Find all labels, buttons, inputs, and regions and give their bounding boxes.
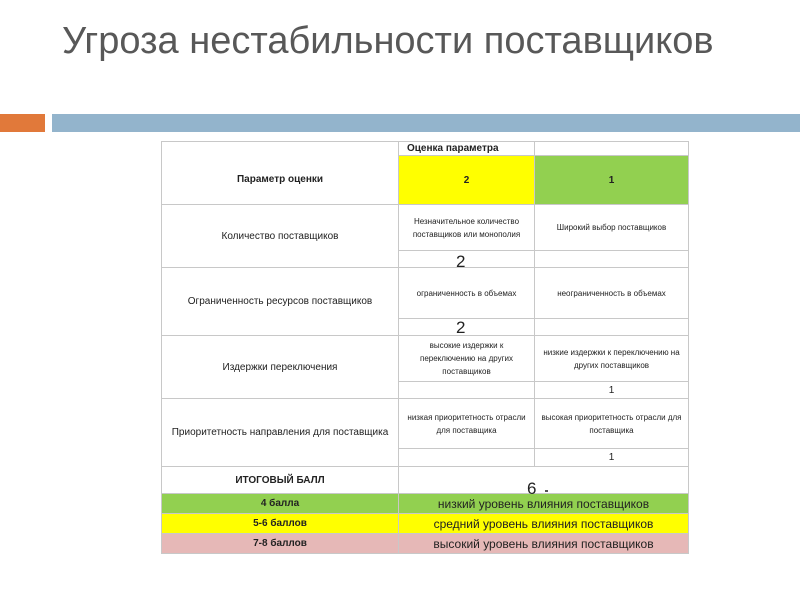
param-switching-costs: Издержки переключения — [162, 336, 399, 399]
rating-header: Оценка параметра — [399, 142, 535, 156]
criterion-1-switching-costs: низкие издержки к переключению на других поставщиков — [535, 336, 689, 382]
score-1-header: 1 — [535, 156, 689, 205]
score-cell-switching-costs-2 — [399, 382, 535, 399]
score-cell-priority-1: 1 — [535, 449, 689, 467]
criterion-2-priority: низкая приоритетность отрасли для поставщика — [399, 399, 535, 449]
score-cell-suppliers-count-2 — [399, 251, 535, 268]
criterion-2-switching-costs: высокие издержки к переключению на других поставщиков — [399, 336, 535, 382]
page-title: Угроза нестабильности поставщиков — [62, 20, 714, 62]
total-label: ИТОГОВЫЙ БАЛЛ — [162, 467, 399, 494]
level-medium-text: средний уровень влияния поставщиков — [399, 514, 689, 534]
score-cell-resource-limits-1 — [535, 319, 689, 336]
criterion-1-resource-limits: неограниченность в объемах — [535, 268, 689, 319]
param-resource-limits: Ограниченность ресурсов поставщиков — [162, 268, 399, 336]
level-high-points: 7-8 баллов — [162, 534, 399, 554]
score-cell-priority-2 — [399, 449, 535, 467]
criterion-1-priority: высокая приоритетность отрасли для поставщика — [535, 399, 689, 449]
score-2-header: 2 — [399, 156, 535, 205]
supplier-assessment-table — [161, 141, 689, 554]
param-header: Параметр оценки — [162, 156, 399, 205]
total-value-cell — [399, 467, 689, 494]
param-suppliers-count: Количество поставщиков — [162, 205, 399, 268]
param-priority: Приоритетность направления для поставщика — [162, 399, 399, 467]
criterion-2-suppliers-count: Незначительное количество поставщиков или монополия — [399, 205, 535, 251]
level-medium-points: 5-6 баллов — [162, 514, 399, 534]
score-cell-suppliers-count-1 — [535, 251, 689, 268]
header-spacer — [162, 142, 399, 156]
level-low-text: низкий уровень влияния поставщиков — [399, 494, 689, 514]
score-cell-switching-costs-1: 1 — [535, 382, 689, 399]
accent-bar-orange — [0, 114, 45, 132]
level-low-points: 4 балла — [162, 494, 399, 514]
level-high-text: высокий уровень влияния поставщиков — [399, 534, 689, 554]
total-score: 6 — [527, 479, 537, 498]
score-cell-resource-limits-2 — [399, 319, 535, 336]
accent-bar-blue — [52, 114, 800, 132]
criterion-1-suppliers-count: Широкий выбор поставщиков — [535, 205, 689, 251]
pen-mark — [545, 490, 548, 492]
rating-header-empty — [535, 142, 689, 156]
score-suppliers-count: 2 — [456, 252, 466, 271]
score-resource-limits: 2 — [456, 318, 466, 337]
criterion-2-resource-limits: ограниченность в объемах — [399, 268, 535, 319]
